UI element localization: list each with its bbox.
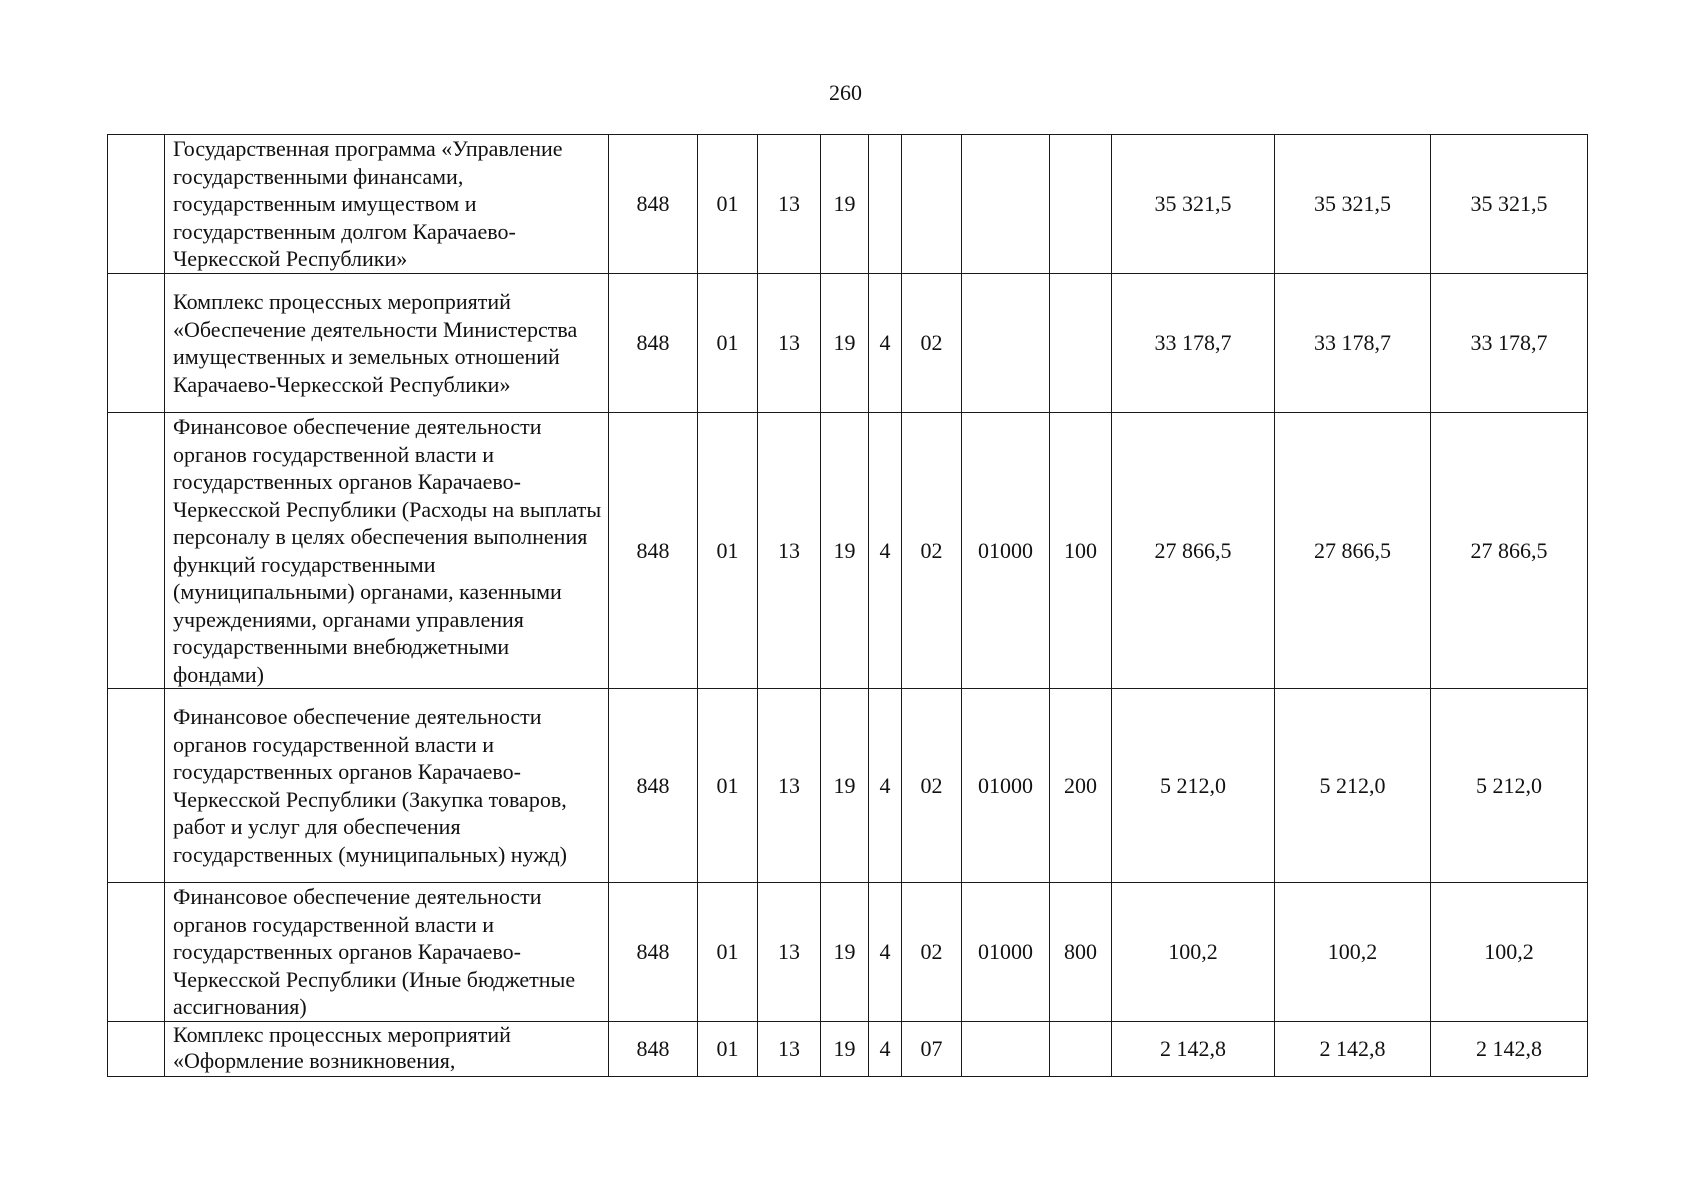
amount-year3-cell: 2 142,8 [1431, 1022, 1588, 1077]
amount-year1-cell: 5 212,0 [1112, 689, 1275, 883]
row-index-cell [108, 883, 165, 1022]
page-number: 260 [829, 80, 862, 105]
section-code-cell: 01 [698, 1022, 758, 1077]
row-index-cell [108, 689, 165, 883]
section-code-cell: 01 [698, 689, 758, 883]
amount-year1-cell: 100,2 [1112, 883, 1275, 1022]
table-row [108, 274, 1588, 413]
ministry-code-cell: 848 [609, 883, 698, 1022]
row-index-cell [108, 1022, 165, 1077]
row-index-cell [108, 413, 165, 689]
table-row [108, 413, 1588, 689]
expense-type-cell: 200 [1050, 689, 1112, 883]
program-code-cell: 19 [821, 1022, 869, 1077]
expense-type-cell: 800 [1050, 883, 1112, 1022]
direction-code-cell: 01000 [962, 413, 1050, 689]
program-code-cell: 19 [821, 274, 869, 413]
table-row [108, 135, 1588, 274]
program-code-cell: 19 [821, 883, 869, 1022]
direction-code-cell: 01000 [962, 689, 1050, 883]
direction-code-cell [962, 274, 1050, 413]
expense-type-cell [1050, 1022, 1112, 1077]
type-code-cell: 4 [869, 883, 902, 1022]
amount-year1-cell: 27 866,5 [1112, 413, 1275, 689]
subsection-code-cell: 13 [758, 274, 821, 413]
amount-year2-cell: 27 866,5 [1275, 413, 1431, 689]
subsection-code-cell: 13 [758, 135, 821, 274]
expense-type-cell [1050, 274, 1112, 413]
structure-code-cell: 02 [902, 689, 962, 883]
description-cell: Государственная программа «Управление государственными финансами, государственным имуществом и государственным долгом Карачаево-Черкесской Республики» [165, 135, 609, 274]
section-code-cell: 01 [698, 135, 758, 274]
structure-code-cell [902, 135, 962, 274]
description-cell: Комплекс процессных мероприятий «Обеспечение деятельности Министерства имущественных и земельных отношений Карачаево-Черкесской Республики» [165, 274, 609, 413]
subsection-code-cell: 13 [758, 883, 821, 1022]
ministry-code-cell: 848 [609, 274, 698, 413]
description-cell: Комплекс процессных мероприятий «Оформление возникновения, [165, 1022, 609, 1077]
program-code-cell: 19 [821, 135, 869, 274]
amount-year2-cell: 100,2 [1275, 883, 1431, 1022]
type-code-cell: 4 [869, 413, 902, 689]
amount-year1-cell: 35 321,5 [1112, 135, 1275, 274]
type-code-cell: 4 [869, 1022, 902, 1077]
description-cell: Финансовое обеспечение деятельности органов государственной власти и государственных органов Карачаево-Черкесской Республики (Иные бюджетные ассигнования) [165, 883, 609, 1022]
structure-code-cell: 02 [902, 413, 962, 689]
amount-year3-cell: 35 321,5 [1431, 135, 1588, 274]
direction-code-cell: 01000 [962, 883, 1050, 1022]
subsection-code-cell: 13 [758, 413, 821, 689]
ministry-code-cell: 848 [609, 135, 698, 274]
table-row [108, 689, 1588, 883]
type-code-cell: 4 [869, 274, 902, 413]
ministry-code-cell: 848 [609, 1022, 698, 1077]
budget-table [107, 134, 1588, 1077]
amount-year3-cell: 100,2 [1431, 883, 1588, 1022]
amount-year1-cell: 33 178,7 [1112, 274, 1275, 413]
row-index-cell [108, 135, 165, 274]
direction-code-cell [962, 135, 1050, 274]
program-code-cell: 19 [821, 689, 869, 883]
type-code-cell [869, 135, 902, 274]
row-index-cell [108, 274, 165, 413]
amount-year2-cell: 2 142,8 [1275, 1022, 1431, 1077]
section-code-cell: 01 [698, 274, 758, 413]
section-code-cell: 01 [698, 883, 758, 1022]
section-code-cell: 01 [698, 413, 758, 689]
amount-year3-cell: 33 178,7 [1431, 274, 1588, 413]
expense-type-cell [1050, 135, 1112, 274]
amount-year2-cell: 33 178,7 [1275, 274, 1431, 413]
table-row [108, 883, 1588, 1022]
description-cell: Финансовое обеспечение деятельности органов государственной власти и государственных органов Карачаево-Черкесской Республики (Расходы на выплаты персоналу в целях обеспечения выполнения функций государственными (муниципальными) органами, казенными учреждениями, органами управления государственными внебюджетными фондами) [165, 413, 609, 689]
subsection-code-cell: 13 [758, 1022, 821, 1077]
structure-code-cell: 02 [902, 274, 962, 413]
amount-year3-cell: 27 866,5 [1431, 413, 1588, 689]
type-code-cell: 4 [869, 689, 902, 883]
program-code-cell: 19 [821, 413, 869, 689]
ministry-code-cell: 848 [609, 689, 698, 883]
ministry-code-cell: 848 [609, 413, 698, 689]
amount-year3-cell: 5 212,0 [1431, 689, 1588, 883]
description-cell: Финансовое обеспечение деятельности органов государственной власти и государственных органов Карачаево-Черкесской Республики (Закупка товаров, работ и услуг для обеспечения государственных (муниципальных) нужд) [165, 689, 609, 883]
subsection-code-cell: 13 [758, 689, 821, 883]
direction-code-cell [962, 1022, 1050, 1077]
table-row [108, 1022, 1588, 1077]
amount-year2-cell: 5 212,0 [1275, 689, 1431, 883]
amount-year2-cell: 35 321,5 [1275, 135, 1431, 274]
amount-year1-cell: 2 142,8 [1112, 1022, 1275, 1077]
structure-code-cell: 02 [902, 883, 962, 1022]
expense-type-cell: 100 [1050, 413, 1112, 689]
structure-code-cell: 07 [902, 1022, 962, 1077]
